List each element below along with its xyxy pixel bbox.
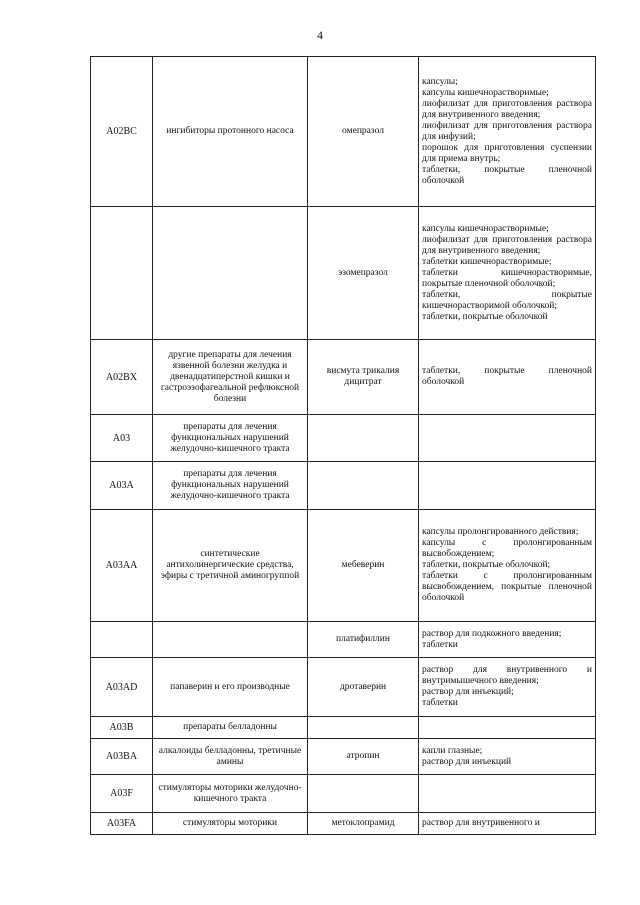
dosage-form: таблетки [422, 639, 458, 650]
drug-name-cell: метоклопрамид [308, 813, 419, 835]
table-row [91, 622, 596, 658]
dosage-form: раствор для инъекций [422, 756, 512, 767]
anatomical-group-cell: стимуляторы моторики желудочно-кишечного тракта [153, 775, 308, 813]
dosage-form: порошок для приготовления суспензии для приема внутрь; [422, 142, 592, 164]
table-row [91, 57, 596, 207]
dosage-forms-cell [419, 813, 596, 835]
table-row [91, 775, 596, 813]
dosage-forms-cell [419, 415, 596, 462]
anatomical-group-cell: стимуляторы моторики [153, 813, 308, 835]
anatomical-group-cell: препараты для лечения функциональных нарушений желудочно-кишечного тракта [153, 415, 308, 462]
table-row [91, 658, 596, 717]
drug-name-cell: дротаверин [308, 658, 419, 717]
table-row [91, 739, 596, 775]
drug-name-cell [308, 415, 419, 462]
drug-name-cell: омепразол [308, 57, 419, 207]
anatomical-group-cell: алкалоиды белладонны, третичные амины [153, 739, 308, 775]
dosage-form: раствор для инъекций; [422, 687, 514, 697]
anatomical-group-cell [153, 622, 308, 658]
atc-code-cell: A03FA [91, 813, 153, 835]
page-number: 4 [317, 28, 323, 42]
dosage-form: таблетки, покрытые пленочной оболочкой [422, 366, 592, 387]
anatomical-group-cell [153, 207, 308, 340]
atc-code-cell [91, 207, 153, 340]
anatomical-group-cell: ингибиторы протонного насоса [153, 57, 308, 207]
dosage-forms-cell [419, 510, 596, 622]
drug-name-cell [308, 462, 419, 510]
dosage-forms-cell [419, 622, 596, 658]
drug-name-cell: мебеверин [308, 510, 419, 622]
dosage-form: капсулы кишечнорастворимые; [422, 87, 549, 98]
drug-name-cell: висмута трикалия дицитрат [308, 340, 419, 415]
dosage-form: капли глазные; [422, 745, 483, 756]
dosage-forms-cell [419, 462, 596, 510]
anatomical-group-cell: другие препараты для лечения язвенной болезни желудка и двенадцатиперстной кишки и гастроэзофагеальной рефлюксной болезни [153, 340, 308, 415]
dosage-form: капсулы пролонгированного действия; [422, 527, 579, 537]
dosage-form: таблетки, покрытые оболочкой [422, 311, 548, 322]
dosage-form: лиофилизат для приготовления раствора для внутривенного введения; [422, 234, 592, 256]
atc-code-cell: A03 [91, 415, 153, 462]
dosage-form: раствор для подкожного введения; [422, 628, 562, 639]
dosage-form: таблетки [422, 698, 458, 708]
dosage-form: капсулы с пролонгированным высвобождением; [422, 538, 592, 559]
table-row [91, 462, 596, 510]
dosage-form: таблетки, покрытые кишечнорастворимой оболочкой; [422, 289, 592, 311]
drug-name-cell: платифиллин [308, 622, 419, 658]
table-row [91, 415, 596, 462]
atc-code-cell: A03AD [91, 658, 153, 717]
drug-name-cell: эзомепразол [308, 207, 419, 340]
dosage-form: таблетки с пролонгированным высвобождением, покрытые пленочной оболочкой [422, 571, 592, 603]
dosage-form: таблетки кишечнорастворимые, покрытые пленочной оболочкой; [422, 267, 592, 289]
table-row [91, 813, 596, 835]
dosage-forms-cell [419, 340, 596, 415]
dosage-form: таблетки, покрытые пленочной оболочкой [422, 164, 592, 186]
dosage-form: капсулы кишечнорастворимые; [422, 223, 549, 234]
anatomical-group-cell: препараты для лечения функциональных нарушений желудочно-кишечного тракта [153, 462, 308, 510]
atc-code-cell: A03A [91, 462, 153, 510]
dosage-forms-cell [419, 57, 596, 207]
atc-code-cell: A03AA [91, 510, 153, 622]
dosage-forms-cell [419, 717, 596, 739]
atc-code-cell: A03B [91, 717, 153, 739]
table-row [91, 510, 596, 622]
drug-table [90, 56, 596, 835]
atc-code-cell: A03F [91, 775, 153, 813]
dosage-form: капсулы; [422, 76, 458, 87]
drug-name-cell: атропин [308, 739, 419, 775]
drug-name-cell [308, 717, 419, 739]
dosage-form: лиофилизат для приготовления раствора для внутривенного введения; [422, 98, 592, 120]
anatomical-group-cell: папаверин и его производные [153, 658, 308, 717]
table-row [91, 717, 596, 739]
dosage-form: лиофилизат для приготовления раствора для инфузий; [422, 120, 592, 142]
dosage-forms-cell [419, 207, 596, 340]
dosage-form: раствор для внутривенного и внутримышечного введения; [422, 665, 592, 686]
dosage-form: раствор для внутривенного и [422, 818, 540, 828]
dosage-forms-cell [419, 775, 596, 813]
anatomical-group-cell: синтетические антихолинергические средства, эфиры с третичной аминогруппой [153, 510, 308, 622]
dosage-form: таблетки, покрытые оболочкой; [422, 560, 551, 570]
atc-code-cell [91, 622, 153, 658]
anatomical-group-cell: препараты белладонны [153, 717, 308, 739]
table-row [91, 207, 596, 340]
dosage-form: таблетки кишечнорастворимые; [422, 256, 552, 267]
atc-code-cell: A02BX [91, 340, 153, 415]
dosage-forms-cell [419, 658, 596, 717]
atc-code-cell: A02BC [91, 57, 153, 207]
drug-name-cell [308, 775, 419, 813]
atc-code-cell: A03BA [91, 739, 153, 775]
table-row [91, 340, 596, 415]
dosage-forms-cell [419, 739, 596, 775]
